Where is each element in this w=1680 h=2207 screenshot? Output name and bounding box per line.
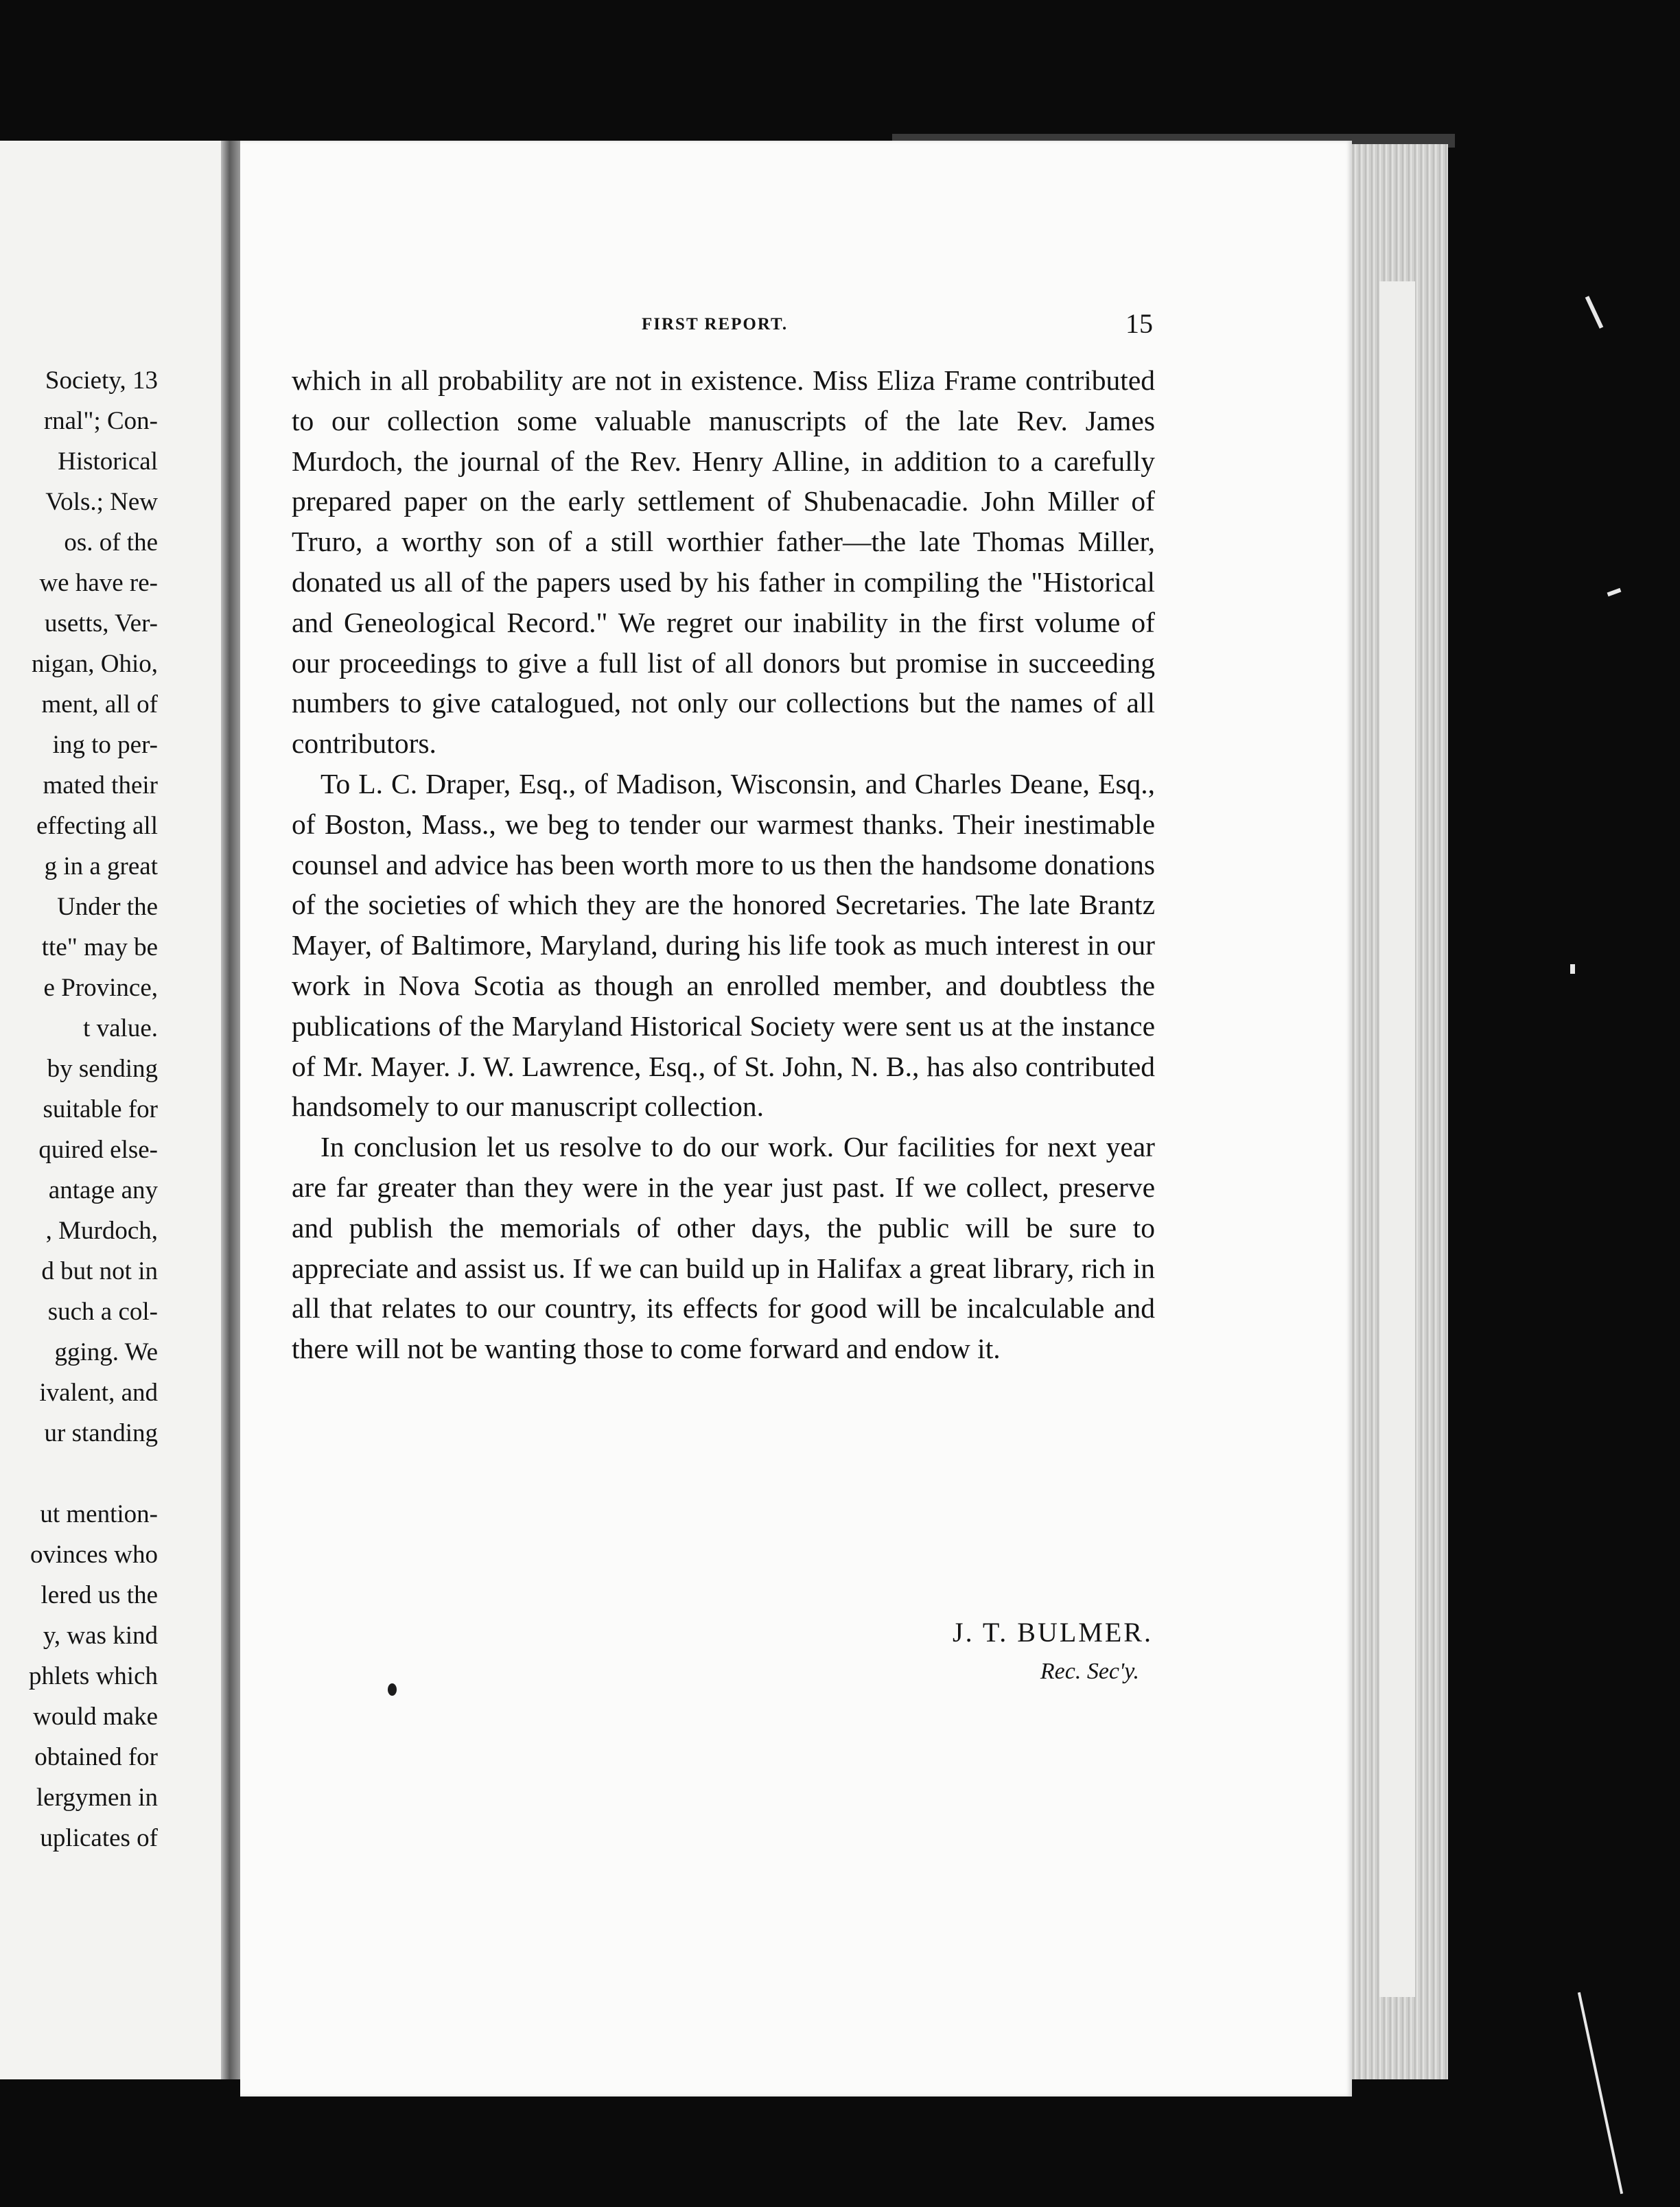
film-scratch bbox=[1570, 964, 1575, 974]
left-page-line: ivalent, and bbox=[39, 1379, 158, 1407]
film-scratch bbox=[1578, 1992, 1623, 2194]
signature-name: J. T. BULMER. bbox=[953, 1617, 1153, 1648]
left-page-line: lered us the bbox=[40, 1581, 158, 1609]
paragraph: which in all probability are not in existence. Miss Eliza Frame contributed to our collection some valuable manuscripts of the late Rev. James Murdoch, the journal of the Rev. Henry Alline, in addition to a carefully prepared paper on the early settlement of Shubenacadie. John Miller of Truro, a worthy son of a still worthier father—the late Thomas Miller, donated us all of the papers used by his father in compiling the "Historical and Geneological Record." We regret our inability in the first volume of our proceedings to give a full list of all donors but promise in succeeding numbers to give catalogued, not only our collections but the names of all contributors. bbox=[292, 364, 1155, 760]
left-page-line: mated their bbox=[43, 771, 158, 799]
page-number: 15 bbox=[1125, 308, 1153, 339]
page-edge-strip bbox=[1379, 281, 1415, 1997]
left-page-line: g in a great bbox=[44, 852, 158, 880]
left-page-line: obtained for bbox=[34, 1743, 158, 1771]
left-page-line: quired else- bbox=[38, 1136, 158, 1164]
running-head: FIRST REPORT. bbox=[642, 315, 789, 334]
paragraph: In conclusion let us resolve to do our work. Our facilities for next year are far greater than they were in the year just past. If we collect, preserve and publish the memorials of other days, the public will be sure to appreciate and assist us. If we can build up in Halifax a great library, rich in all that relates to our country, its effects for good will be incalculable and there will not be wanting those to come forward and endow it. bbox=[292, 1131, 1155, 1365]
left-page-line: ut mention- bbox=[40, 1500, 158, 1528]
left-page-line: we have re- bbox=[39, 569, 158, 597]
left-page-line: e Province, bbox=[43, 974, 158, 1002]
left-page-line: by sending bbox=[47, 1055, 158, 1083]
left-page-line: ovinces who bbox=[30, 1541, 158, 1569]
left-page-line: lergymen in bbox=[36, 1784, 158, 1812]
left-page-line: os. of the bbox=[64, 528, 158, 557]
film-scratch bbox=[1585, 296, 1604, 329]
left-page-line: d but not in bbox=[41, 1257, 158, 1285]
left-page-line: tte" may be bbox=[41, 933, 158, 961]
left-page bbox=[0, 141, 221, 2079]
left-page-line: , Murdoch, bbox=[45, 1217, 158, 1245]
left-page-line: uplicates of bbox=[40, 1824, 158, 1852]
left-page-line: Under the bbox=[57, 893, 158, 921]
book-gutter bbox=[221, 141, 240, 2079]
left-page-line: ment, all of bbox=[41, 690, 158, 719]
left-page-line: effecting all bbox=[36, 812, 158, 840]
left-page-line: Historical bbox=[58, 447, 158, 476]
body-text bbox=[292, 360, 1155, 1369]
left-page-line: ur standing bbox=[44, 1419, 158, 1447]
left-page-line: rnal"; Con- bbox=[43, 407, 158, 435]
paragraph: To L. C. Draper, Esq., of Madison, Wisconsin, and Charles Deane, Esq., of Boston, Mass., we beg to tender our warmest thanks. Their inestimable counsel and advice has been worth more to us then the handsome donations of the societies of which they are the honored Secretaries. The late Brantz Mayer, of Baltimore, Maryland, during his life took as much interest in our work in Nova Scotia as though an enrolled member, and doubtless the publications of the Maryland Historical Society were sent us at the instance of Mr. Mayer. J. W. Lawrence, Esq., of St. John, N. B., has also contributed handsomely to our manuscript collection. bbox=[292, 767, 1155, 1123]
left-page-line: y, was kind bbox=[43, 1622, 158, 1650]
left-page-line: such a col- bbox=[47, 1298, 158, 1326]
left-page-line: nigan, Ohio, bbox=[32, 650, 158, 678]
left-page-line: gging. We bbox=[54, 1338, 158, 1366]
left-page-line: phlets which bbox=[28, 1662, 158, 1690]
page-edges bbox=[1345, 144, 1448, 2079]
left-page-line: would make bbox=[33, 1703, 158, 1731]
left-page-line: suitable for bbox=[43, 1095, 158, 1123]
left-page-line: Vols.; New bbox=[45, 488, 158, 516]
ink-spot bbox=[388, 1683, 397, 1696]
signature-title: Rec. Sec'y. bbox=[1040, 1659, 1139, 1684]
left-page-line: Society, 13 bbox=[45, 366, 158, 395]
left-page-line: usetts, Ver- bbox=[44, 609, 158, 638]
left-page-text bbox=[0, 360, 158, 1858]
left-page-line: ing to per- bbox=[52, 731, 158, 759]
line-gap bbox=[0, 1453, 158, 1494]
left-page-line: t value. bbox=[83, 1014, 158, 1042]
film-scratch bbox=[1607, 588, 1622, 596]
left-page-line: antage any bbox=[48, 1176, 158, 1204]
